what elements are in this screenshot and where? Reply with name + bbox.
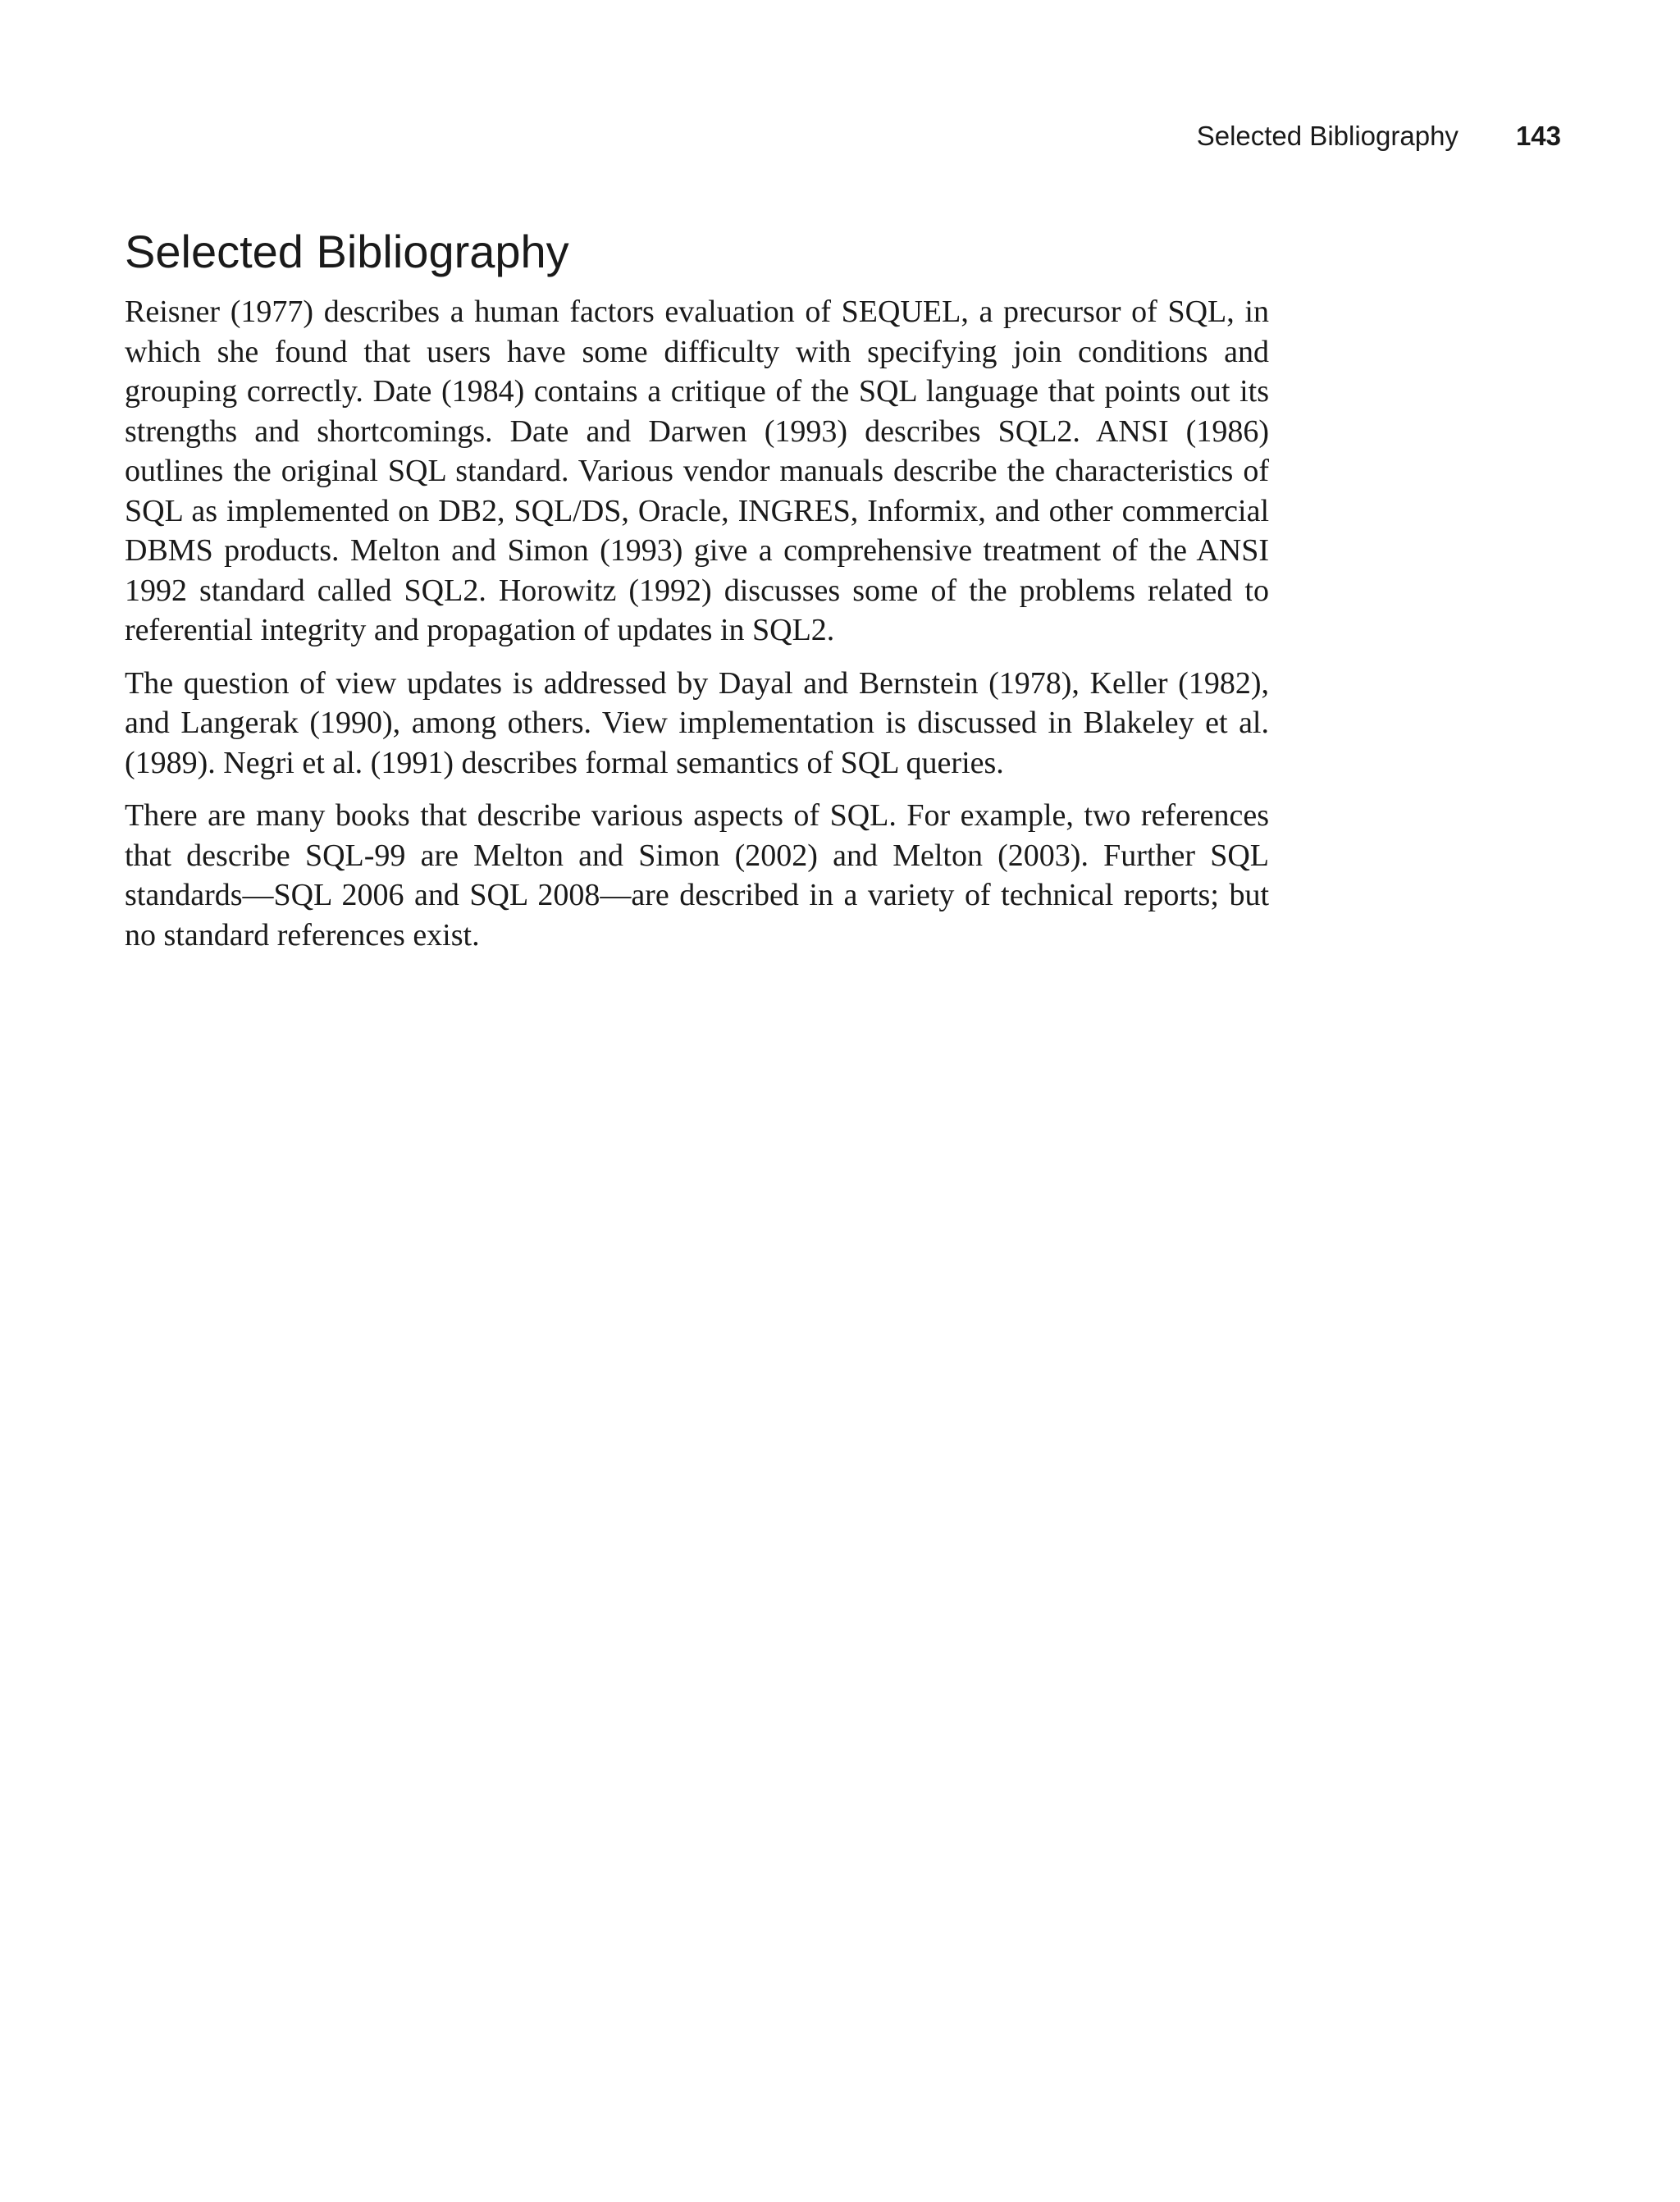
page-number: 143 [1515, 121, 1561, 151]
section-title: Selected Bibliography [125, 226, 569, 277]
running-head [1197, 116, 1561, 156]
paragraph-2: The question of view updates is addressed by Dayal and Bernstein (1978), Keller (1982), and Langerak (1990), among others. View implementation is discussed in Blakeley et al. (1989). Negri et al. (1991) describes formal semantics of SQL queries. [125, 665, 1269, 780]
paragraph-1: Reisner (1977) describes a human factors evaluation of SEQUEL, a precursor of SQL, in which she found that users have some difficulty with specifying join conditions and grouping correctly. Date (1984) contains a critique of the SQL language that points out its strengths and shortcomings. Date and Darwen (1993) describes SQL2. ANSI (1986) outlines the original SQL standard. Various vendor manuals describe the characteristics of SQL as implemented on DB2, SQL/DS, Oracle, INGRES, Informix, and other commercial DBMS products. Melton and Simon (1993) give a comprehensive treatment of the ANSI 1992 standard called SQL2. Horowitz (1992) discusses some of the problems related to referential integrity and propagation of updates in SQL2. [125, 295, 1269, 647]
paragraph-3: There are many books that describe various aspects of SQL. For example, two references that describe SQL-99 are Melton and Simon (2002) and Melton (2003). Further SQL standards—SQL 2006 and SQL 2008—are described in a variety of technical reports; but no standard references exist. [125, 798, 1269, 953]
section-body [125, 292, 1269, 968]
running-head-title: Selected Bibliography [1196, 121, 1459, 151]
